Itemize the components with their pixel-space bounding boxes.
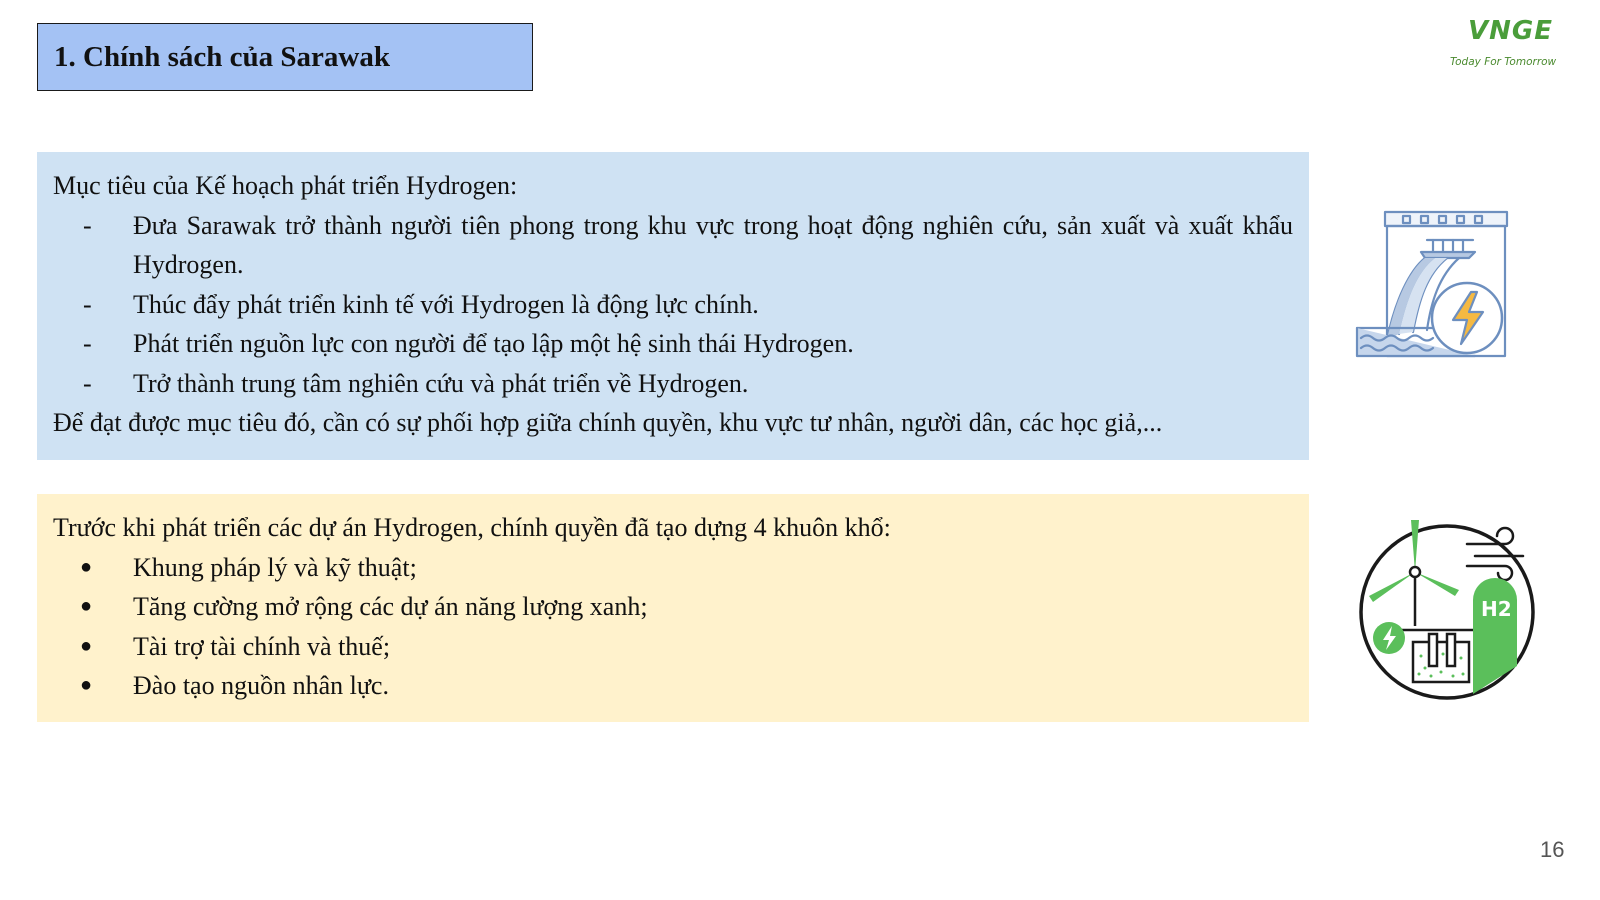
list-item [53,285,1293,325]
goal-text: Đưa Sarawak trở thành người tiên phong trong khu vực trong hoạt động nghiên cứu, sản xuất và xuất khẩu Hydrogen. [133,210,1293,279]
list-item [53,548,1293,588]
framework-text: Khung pháp lý và kỹ thuật; [133,552,417,582]
list-item [53,587,1293,627]
frameworks-lead: Trước khi phát triển các dự án Hydrogen, chính quyền đã tạo dựng 4 khuôn khổ: [53,513,891,542]
slide-title-box [37,23,533,91]
framework-text: Đào tạo nguồn nhân lực. [133,671,389,700]
list-item [53,666,1293,706]
logo-tagline: Today For Tomorrow [1450,56,1557,68]
goals-closing: Để đạt được mục tiêu đó, cần có sự phối hợp giữa chính quyền, khu vực tư nhân, người dân, các học giả,... [53,408,1163,437]
vnge-logo [1450,8,1590,70]
goal-text: Phát triển nguồn lực con người để tạo lập một hệ sinh thái Hydrogen. [133,329,854,358]
list-item [53,364,1293,404]
page-number: 16 [1540,837,1565,862]
dash-marker: - [83,289,92,319]
framework-text: Tài trợ tài chính và thuế; [133,631,391,661]
logo-brand: VNGE [1468,16,1553,46]
bullet-marker: ● [80,555,93,578]
goals-lead: Mục tiêu của Kế hoạch phát triển Hydrogen: [53,171,518,200]
list-item [53,206,1293,285]
goal-text: Trở thành trung tâm nghiên cứu và phát triển về Hydrogen. [133,368,749,398]
goal-text: Thúc đẩy phát triển kinh tế với Hydrogen là động lực chính. [133,289,759,319]
h2-label: H2 [1481,597,1512,621]
framework-text: Tăng cường mở rộng các dự án năng lượng xanh; [133,592,648,621]
hydro-dam-icon [1355,210,1511,362]
bullet-marker: ● [80,634,93,657]
bullet-marker: ● [80,674,93,696]
list-item [53,324,1293,364]
bullet-marker: ● [80,595,93,617]
list-item [53,627,1293,667]
dash-marker: - [83,368,92,398]
green-hydrogen-icon [1355,516,1539,702]
dash-marker: - [83,210,92,240]
slide-title: 1. Chính sách của Sarawak [54,40,390,73]
hydrogen-goals-box [37,152,1309,460]
dash-marker: - [83,329,92,358]
frameworks-box [37,494,1309,722]
